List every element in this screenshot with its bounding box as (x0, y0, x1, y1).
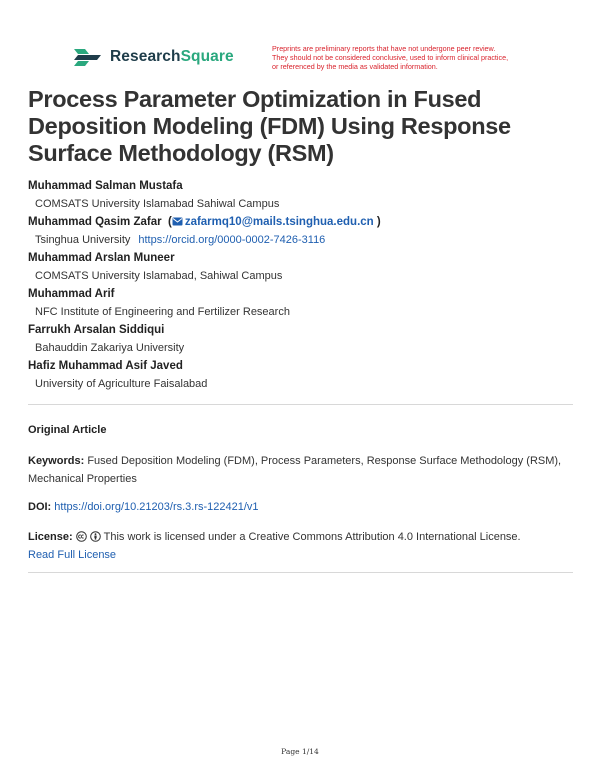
license-text: This work is licensed under a Creative Commons Attribution 4.0 International License. (103, 531, 521, 543)
author-affiliation: COMSATS University Islamabad, Sahiwal Campus (35, 270, 283, 282)
doi-section (28, 498, 573, 516)
research-square-logo[interactable] (74, 46, 234, 68)
paper-title (28, 86, 573, 167)
author-affiliation: NFC Institute of Engineering and Fertilizer Research (35, 306, 290, 318)
author-affiliation: Bahauddin Zakariya University (35, 342, 185, 354)
title-line: Deposition Modeling (FDM) Using Response (28, 113, 511, 139)
title-line: Process Parameter Optimization in Fused (28, 86, 482, 112)
attribution-icon (90, 531, 101, 542)
author-list (28, 177, 573, 393)
divider (28, 404, 573, 405)
keywords-section (28, 452, 573, 488)
author-email: zafarmq10@mails.tsinghua.edu.cn (184, 216, 374, 228)
brand-name-part1: Research (110, 48, 181, 65)
read-full-license-link[interactable]: Read Full License (28, 549, 117, 561)
license-section (28, 528, 573, 564)
author-affiliation-text: Tsinghua University (35, 234, 131, 246)
keywords-text: Fused Deposition Modeling (FDM), Process Parameters, Response Surface Methodology (RSM), Mechanical Properties (28, 455, 562, 485)
author-name: Muhammad Salman Mustafa (28, 180, 183, 192)
author-affiliation: COMSATS University Islamabad Sahiwal Campus (35, 198, 280, 210)
doi-link[interactable]: https://doi.org/10.21203/rs.3.rs-122421/v1 (54, 501, 259, 513)
author-name: Muhammad Arslan Muneer (28, 252, 175, 264)
preprint-disclaimer-line: or referenced by the media as validated information. (272, 62, 438, 71)
header (74, 44, 534, 84)
page-number: Page 1/14 (281, 747, 319, 756)
title-line: Surface Methodology (RSM) (28, 140, 334, 166)
email-close-paren: ) (373, 216, 381, 228)
preprint-disclaimer (272, 44, 534, 71)
author-affiliation (28, 231, 573, 249)
author-name-text: Muhammad Qasim Zafar (28, 216, 162, 228)
doi-label: DOI: (28, 501, 52, 513)
brand-name (110, 48, 234, 66)
divider (28, 572, 573, 573)
author-affiliation: University of Agriculture Faisalabad (35, 378, 208, 390)
preprint-disclaimer-line: They should not be considered conclusive, used to inform clinical practice, (272, 53, 509, 62)
author-name: Muhammad Arif (28, 288, 115, 300)
creative-commons-icon (76, 531, 87, 542)
keywords-label: Keywords: (28, 455, 85, 467)
article-type: Original Article (28, 424, 107, 436)
author-name (28, 213, 573, 231)
license-label: License: (28, 531, 73, 543)
email-open-paren: ( (164, 216, 172, 228)
envelope-icon (172, 217, 183, 226)
author-name: Hafiz Muhammad Asif Javed (28, 360, 183, 372)
brand-name-part2: Square (180, 48, 234, 65)
research-square-logo-icon (74, 46, 102, 68)
author-email-link[interactable] (172, 216, 374, 228)
preprint-disclaimer-line: Preprints are preliminary reports that have not undergone peer review. (272, 44, 496, 53)
orcid-link[interactable]: https://orcid.org/0000-0002-7426-3116 (138, 234, 326, 246)
author-name: Farrukh Arsalan Siddiqui (28, 324, 165, 336)
